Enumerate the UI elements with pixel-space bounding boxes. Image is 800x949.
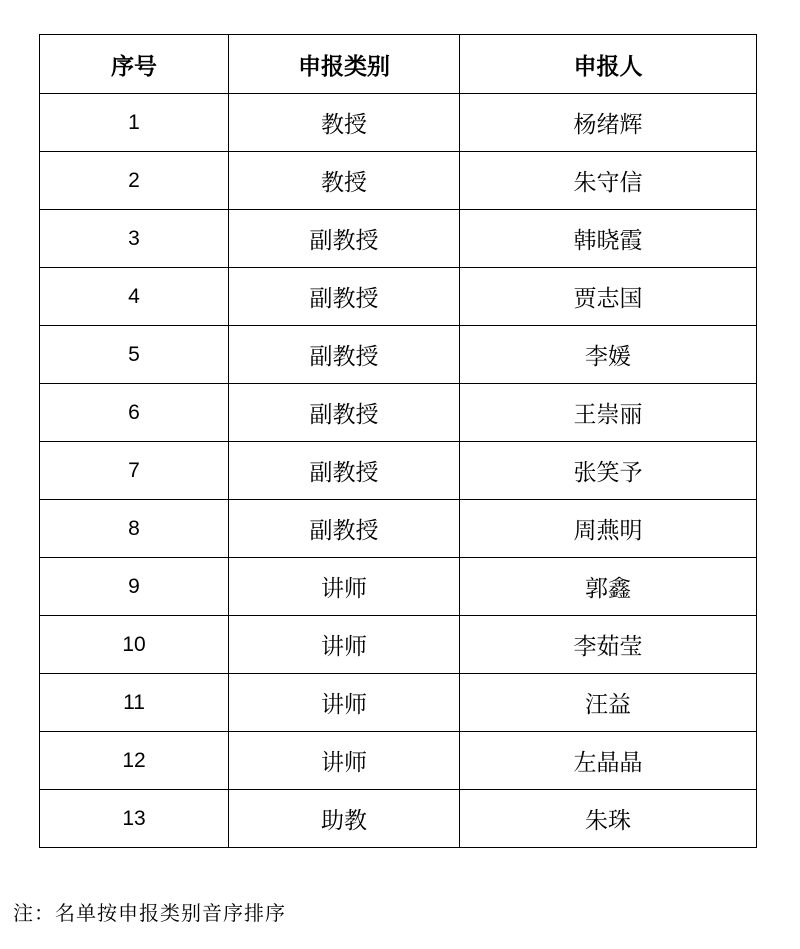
row-index-cell: 5	[40, 326, 229, 384]
table-body	[40, 94, 757, 848]
header-applicant: 申报人	[460, 35, 757, 94]
row-applicant-cell: 朱珠	[460, 790, 757, 848]
row-index-cell: 6	[40, 384, 229, 442]
row-applicant-cell: 王崇丽	[460, 384, 757, 442]
row-applicant-cell: 贾志国	[460, 268, 757, 326]
table-row	[40, 210, 757, 268]
table-row	[40, 500, 757, 558]
applicant-table	[39, 34, 757, 848]
header-category: 申报类别	[229, 35, 460, 94]
row-applicant-cell: 汪益	[460, 674, 757, 732]
table-row	[40, 732, 757, 790]
table-row	[40, 384, 757, 442]
table-row	[40, 94, 757, 152]
row-index-cell: 13	[40, 790, 229, 848]
row-index-cell: 3	[40, 210, 229, 268]
table-row	[40, 268, 757, 326]
row-index-cell: 4	[40, 268, 229, 326]
row-applicant-cell: 朱守信	[460, 152, 757, 210]
row-category-cell: 讲师	[229, 732, 460, 790]
row-index-cell: 9	[40, 558, 229, 616]
table-header	[40, 35, 757, 94]
row-index-cell: 12	[40, 732, 229, 790]
row-applicant-cell: 周燕明	[460, 500, 757, 558]
row-category-cell: 副教授	[229, 268, 460, 326]
row-index-cell: 10	[40, 616, 229, 674]
table-row	[40, 558, 757, 616]
row-applicant-cell: 左晶晶	[460, 732, 757, 790]
row-index-cell: 1	[40, 94, 229, 152]
row-index-cell: 2	[40, 152, 229, 210]
row-applicant-cell: 李茹莹	[460, 616, 757, 674]
row-category-cell: 副教授	[229, 500, 460, 558]
table-row	[40, 616, 757, 674]
row-category-cell: 副教授	[229, 384, 460, 442]
table-row	[40, 442, 757, 500]
header-index: 序号	[40, 35, 229, 94]
row-applicant-cell: 张笑予	[460, 442, 757, 500]
row-category-cell: 教授	[229, 94, 460, 152]
row-category-cell: 教授	[229, 152, 460, 210]
table-row	[40, 326, 757, 384]
row-index-cell: 11	[40, 674, 229, 732]
row-applicant-cell: 李媛	[460, 326, 757, 384]
row-category-cell: 助教	[229, 790, 460, 848]
row-category-cell: 讲师	[229, 674, 460, 732]
row-index-cell: 7	[40, 442, 229, 500]
row-category-cell: 副教授	[229, 210, 460, 268]
table-row	[40, 790, 757, 848]
row-category-cell: 副教授	[229, 326, 460, 384]
footnote: 注：名单按申报类别音序排序	[13, 901, 286, 925]
table-row	[40, 152, 757, 210]
row-category-cell: 讲师	[229, 616, 460, 674]
header-row	[40, 35, 757, 94]
row-applicant-cell: 杨绪辉	[460, 94, 757, 152]
row-category-cell: 讲师	[229, 558, 460, 616]
row-index-cell: 8	[40, 500, 229, 558]
table-row	[40, 674, 757, 732]
row-applicant-cell: 郭鑫	[460, 558, 757, 616]
row-applicant-cell: 韩晓霞	[460, 210, 757, 268]
row-category-cell: 副教授	[229, 442, 460, 500]
